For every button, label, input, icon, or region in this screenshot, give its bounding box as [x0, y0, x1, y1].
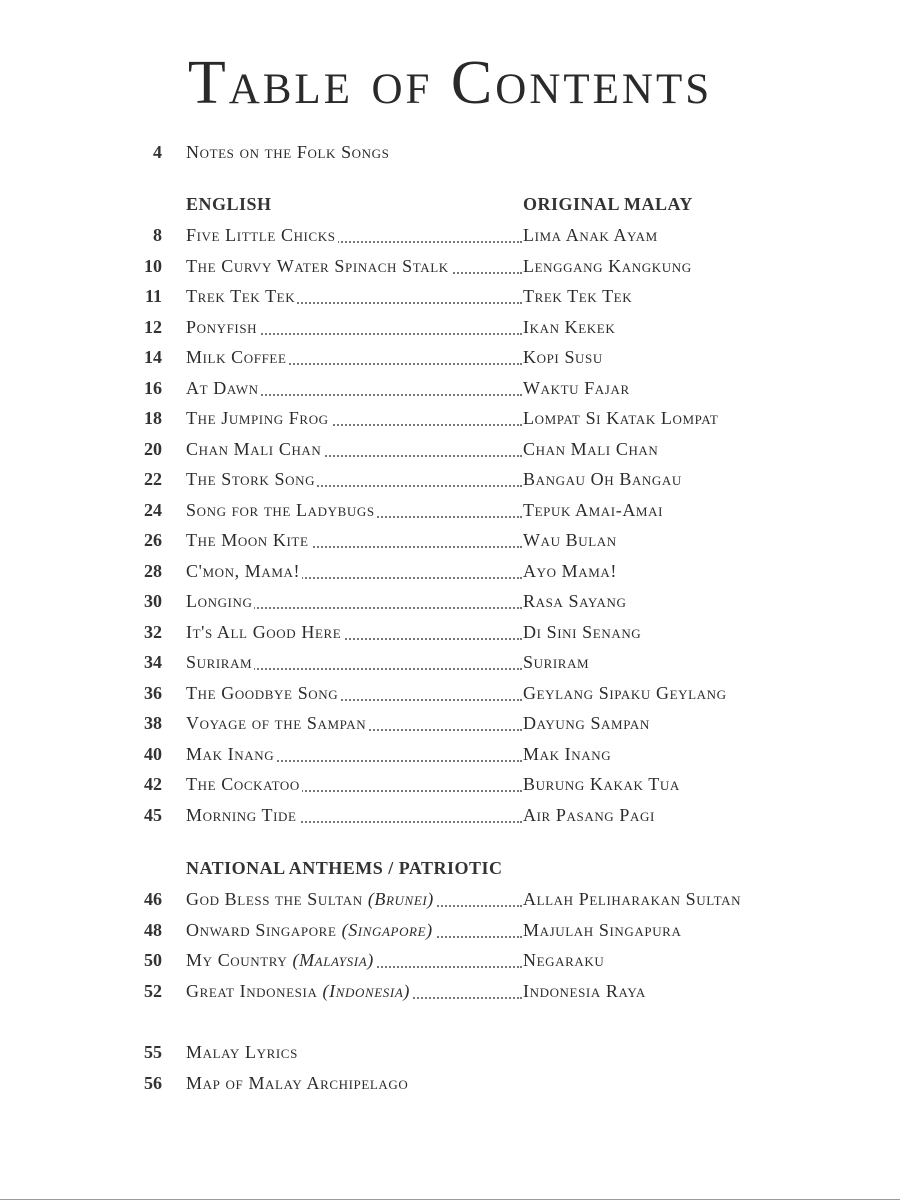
malay-title: Ikan Kekek	[523, 316, 616, 337]
toc-entry[interactable]	[0, 647, 900, 677]
english-title: Morning Tide	[186, 804, 297, 825]
toc-entry[interactable]	[0, 769, 900, 799]
english-title-label	[186, 652, 254, 672]
page-number: 26	[144, 530, 162, 550]
english-title: God Bless the Sultan	[186, 889, 363, 909]
english-title-cell	[186, 769, 522, 799]
english-title-label	[186, 744, 276, 764]
english-title-cell	[186, 586, 522, 616]
english-title-cell	[186, 800, 522, 830]
toc-entry[interactable]	[0, 495, 900, 525]
english-title-cell	[186, 373, 522, 403]
page-number: 28	[144, 560, 162, 581]
entry-label: Malay Lyrics	[186, 1042, 298, 1062]
page-number: 11	[144, 286, 162, 306]
malay-title: Trek Tek Tek	[523, 286, 633, 306]
toc-entry[interactable]	[0, 342, 900, 372]
malay-title: Air Pasang Pagi	[523, 804, 655, 825]
english-title: Onward Singapore	[186, 919, 337, 940]
english-title-cell	[186, 312, 522, 342]
toc-entry[interactable]	[0, 434, 900, 464]
toc-entry[interactable]	[0, 220, 900, 250]
country-name: (Indonesia)	[322, 980, 410, 1001]
english-title-label	[186, 713, 368, 733]
malay-title: Ayo Mama!	[523, 560, 618, 581]
english-title-label	[186, 805, 299, 825]
english-title-label	[186, 591, 254, 611]
toc-entry[interactable]	[0, 800, 900, 830]
malay-title: Geylang Sipaku Geylang	[523, 682, 727, 703]
english-title-label	[186, 469, 317, 489]
english-title: C'mon, Mama!	[186, 560, 301, 581]
english-title-cell	[186, 976, 522, 1006]
toc-entry[interactable]	[0, 312, 900, 342]
page-number: 8	[153, 225, 162, 245]
english-title: Milk Coffee	[186, 347, 287, 367]
column-header-english: ENGLISH	[186, 194, 272, 214]
malay-title: Allah Peliharakan Sultan	[523, 889, 742, 909]
malay-title: Rasa Sayang	[523, 591, 627, 611]
malay-title: Mak Inang	[523, 743, 612, 764]
page-number: 45	[144, 804, 162, 825]
malay-title: Waktu Fajar	[523, 377, 630, 398]
malay-title: Indonesia Raya	[523, 980, 646, 1001]
malay-title: Bangau Oh Bangau	[523, 469, 682, 489]
toc-entry[interactable]	[0, 403, 900, 433]
english-title-label	[186, 774, 302, 794]
malay-title: Lompat Si Katak Lompat	[523, 408, 719, 428]
malay-title: Kopi Susu	[523, 347, 603, 367]
toc-entry[interactable]	[0, 739, 900, 769]
page-number: 10	[144, 255, 162, 276]
malay-title: Negaraku	[523, 950, 605, 970]
english-title-cell	[186, 617, 522, 647]
toc-entry-appendix[interactable]	[0, 1037, 900, 1067]
malay-title: Wau Bulan	[523, 530, 617, 550]
english-title: The Moon Kite	[186, 530, 309, 550]
english-title-label	[186, 317, 259, 337]
page-number: 42	[144, 774, 162, 794]
toc-entry[interactable]	[0, 708, 900, 738]
english-title-cell	[186, 403, 522, 433]
english-title-cell	[186, 556, 522, 586]
toc-entry[interactable]	[0, 915, 900, 945]
toc-entry[interactable]	[0, 945, 900, 975]
malay-title: Lima Anak Ayam	[523, 225, 658, 245]
toc-entry-appendix[interactable]	[0, 1068, 900, 1098]
english-title-cell	[186, 884, 522, 914]
english-title-label	[186, 347, 289, 367]
country-name: (Brunei)	[367, 889, 434, 909]
english-title: Trek Tek Tek	[186, 286, 296, 306]
english-title: Suriram	[186, 652, 253, 672]
page-number: 52	[144, 980, 162, 1001]
page-number: 56	[144, 1072, 162, 1093]
english-title-cell	[186, 281, 522, 311]
toc-entry[interactable]	[0, 464, 900, 494]
english-title-cell	[186, 739, 522, 769]
toc-entry[interactable]	[0, 281, 900, 311]
entry-label: Notes on the Folk Songs	[186, 142, 390, 162]
page-number: 12	[144, 316, 162, 337]
page-number: 24	[144, 499, 162, 520]
english-title: The Cockatoo	[186, 774, 300, 794]
english-title-cell	[186, 647, 522, 677]
english-title: It's All Good Here	[186, 621, 342, 642]
english-title-label	[186, 286, 297, 306]
page-number: 4	[153, 142, 162, 162]
english-title-cell	[186, 342, 522, 372]
english-title-cell	[186, 464, 522, 494]
malay-title: Lenggang Kangkung	[523, 255, 692, 276]
toc-entry[interactable]	[0, 617, 900, 647]
page-number: 18	[144, 408, 162, 428]
english-title-label	[186, 683, 340, 703]
english-title: Ponyfish	[186, 316, 258, 337]
english-title-label	[186, 439, 323, 459]
english-title-label	[186, 950, 376, 970]
toc-entry[interactable]	[0, 586, 900, 616]
page-number: 55	[144, 1042, 162, 1062]
entry-label: Map of Malay Archipelago	[186, 1072, 409, 1093]
page-number: 30	[144, 591, 162, 611]
english-title: The Jumping Frog	[186, 408, 329, 428]
english-title: The Curvy Water Spinach Stalk	[186, 255, 449, 276]
english-title: Five Little Chicks	[186, 225, 336, 245]
page-number: 34	[144, 652, 162, 672]
english-title-cell	[186, 220, 522, 250]
english-title-cell	[186, 495, 522, 525]
malay-title: Tepuk Amai-Amai	[523, 499, 663, 520]
page-number: 40	[144, 743, 162, 764]
english-title-cell	[186, 708, 522, 738]
toc-entry[interactable]	[0, 884, 900, 914]
toc-entry[interactable]	[0, 373, 900, 403]
page-number: 48	[144, 919, 162, 940]
english-title-cell	[186, 525, 522, 555]
english-title: Mak Inang	[186, 743, 275, 764]
english-title-label	[186, 530, 311, 550]
english-title-cell	[186, 915, 522, 945]
toc-entry[interactable]	[0, 976, 900, 1006]
page-number: 32	[144, 621, 162, 642]
malay-title: Chan Mali Chan	[523, 438, 659, 459]
page-number: 36	[144, 682, 162, 703]
page-number: 46	[144, 889, 162, 909]
malay-title: Di Sini Senang	[523, 621, 642, 642]
english-title-label	[186, 225, 338, 245]
english-title-label	[186, 561, 302, 581]
malay-title: Dayung Sampan	[523, 713, 650, 733]
english-title: Song for the Ladybugs	[186, 499, 375, 520]
malay-title: Suriram	[523, 652, 590, 672]
page-title: Table of Contents	[187, 49, 713, 117]
column-header-malay: ORIGINAL MALAY	[523, 194, 693, 214]
malay-title: Burung Kakak Tua	[523, 774, 680, 794]
english-title-label	[186, 981, 412, 1001]
english-title-label	[186, 256, 451, 276]
english-title: The Stork Song	[186, 469, 316, 489]
english-title: Chan Mali Chan	[186, 438, 322, 459]
english-title-label	[186, 920, 435, 940]
country-name: (Singapore)	[341, 919, 433, 940]
english-title-cell	[186, 251, 522, 281]
english-title-label	[186, 378, 261, 398]
english-title: Voyage of the Sampan	[186, 713, 367, 733]
english-title-cell	[186, 945, 522, 975]
country-name: (Malaysia)	[292, 950, 374, 970]
english-title-cell	[186, 678, 522, 708]
english-title: Great Indonesia	[186, 980, 318, 1001]
english-title: The Goodbye Song	[186, 682, 339, 703]
page-number: 50	[144, 950, 162, 970]
english-title-label	[186, 889, 436, 909]
toc-entry[interactable]	[0, 525, 900, 555]
toc-entry[interactable]	[0, 678, 900, 708]
page-number: 20	[144, 438, 162, 459]
english-title-label	[186, 622, 343, 642]
toc-entry-notes[interactable]	[0, 137, 900, 167]
english-title: My Country	[186, 950, 288, 970]
english-title: At Dawn	[186, 377, 259, 398]
malay-title: Majulah Singapura	[523, 919, 682, 940]
english-title-cell	[186, 434, 522, 464]
page-number: 14	[144, 347, 162, 367]
page-number: 22	[144, 469, 162, 489]
page-number: 16	[144, 377, 162, 398]
section-header-anthems: NATIONAL ANTHEMS / PATRIOTIC	[186, 858, 503, 878]
english-title-label	[186, 500, 377, 520]
toc-entry[interactable]	[0, 251, 900, 281]
english-title-label	[186, 408, 331, 428]
english-title: Longing	[186, 591, 253, 611]
page-number: 38	[144, 713, 162, 733]
toc-entry[interactable]	[0, 556, 900, 586]
